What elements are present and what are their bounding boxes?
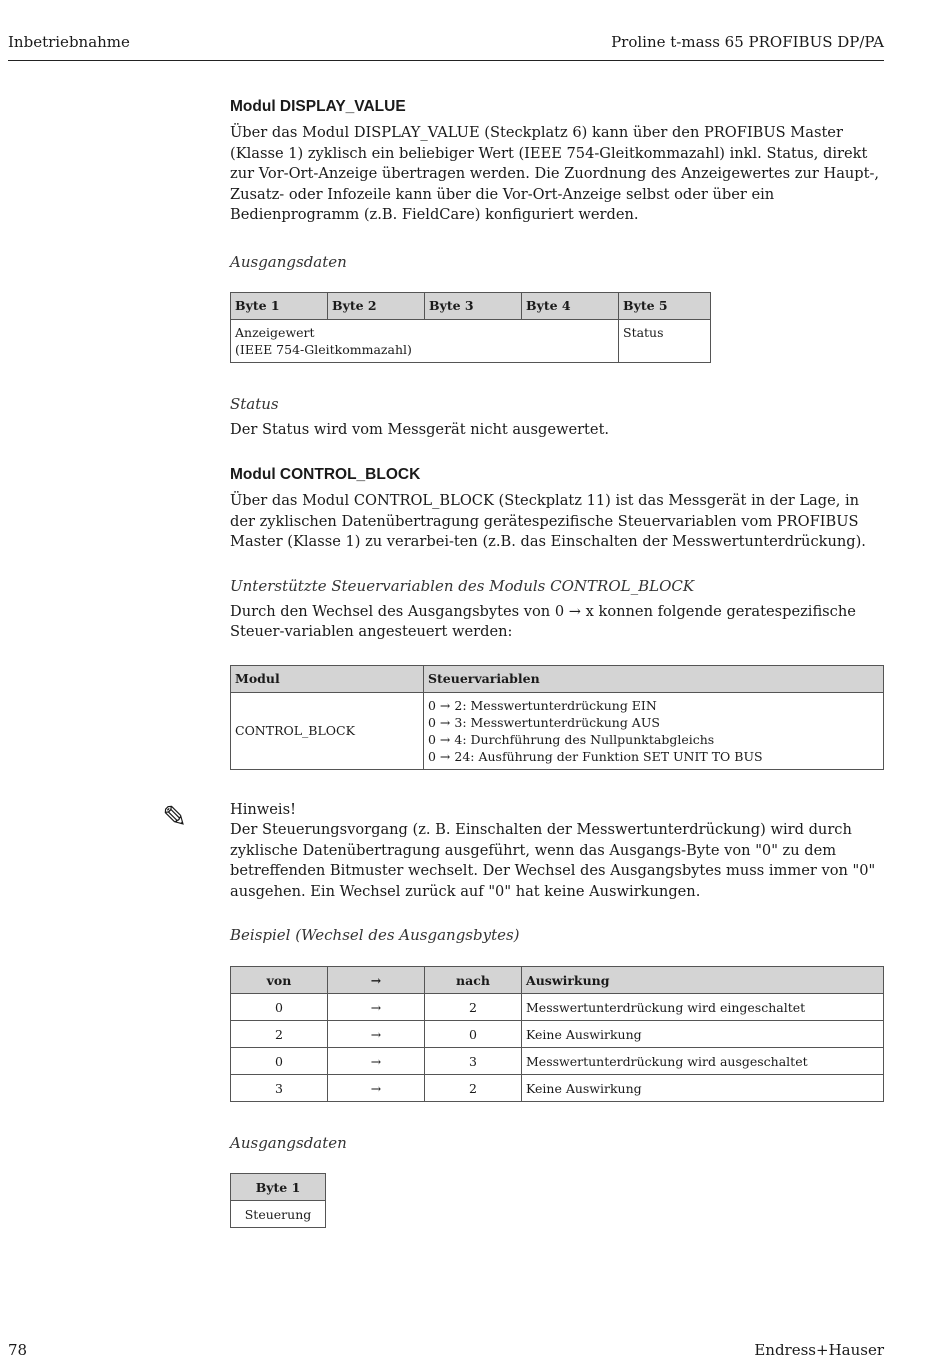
from-cell: 0 bbox=[231, 1048, 328, 1075]
supported-variables-heading: Unterstützte Steuervariablen des Moduls CONTROL_BLOCK bbox=[230, 576, 695, 595]
table-header-cell: Byte 2 bbox=[328, 292, 425, 319]
from-cell: 2 bbox=[231, 1021, 328, 1048]
control-output-table bbox=[230, 1173, 326, 1228]
table-row bbox=[231, 994, 884, 1021]
main-content bbox=[162, 98, 884, 1228]
note-block bbox=[162, 799, 884, 903]
table-header-cell: Byte 4 bbox=[522, 292, 619, 319]
display-value-paragraph: Über das Modul DISPLAY_VALUE (Steckplatz 6) kann über den PROFIBUS Master (Klasse 1) zyklisch ein beliebiger Wert (IEEE 754-Gleitkommazahl) inkl. Status, direkt zur Vor-Ort-Anzeige übertragen werden. Die Zuordnung des Anzeigewertes zur Haupt-, Zusatz- oder Infozeile kann über die Vor-Ort-Anzeige selbst oder über ein Bedienprogramm (z.B. FieldCare) konfiguriert werden. bbox=[230, 124, 880, 223]
note-text: Der Steuerungsvorgang (z. B. Einschalten der Messwertunterdrückung) wird durch zyklische Datenübertragung ausgeführt, wenn das Ausgangs-Byte von "0" zu dem betreffenden Bitmuster wechselt. Der Wechsel des Ausgangsbytes muss immer von "0" ausgehen. Ein Wechsel zurück auf "0" hat keine Auswirkungen. bbox=[230, 821, 876, 900]
status-heading: Status bbox=[230, 394, 279, 413]
table-row bbox=[231, 319, 711, 362]
table-row bbox=[231, 692, 884, 769]
table-row bbox=[231, 1201, 326, 1228]
status-text: Der Status wird vom Messgerät nicht ausgewertet. bbox=[230, 420, 610, 438]
to-cell: 0 bbox=[425, 1021, 522, 1048]
module-cell: CONTROL_BLOCK bbox=[231, 692, 424, 769]
pencil-icon: ✎ bbox=[162, 799, 188, 835]
variable-item: 0 → 2: Messwertunterdrückung EIN bbox=[428, 697, 657, 713]
to-cell: 3 bbox=[425, 1048, 522, 1075]
arrow-cell: → bbox=[328, 1048, 425, 1075]
to-cell: 2 bbox=[425, 994, 522, 1021]
table-row bbox=[231, 1075, 884, 1102]
from-cell: 0 bbox=[231, 994, 328, 1021]
control-output-heading: Ausgangsdaten bbox=[230, 1134, 347, 1152]
table-header-cell: Modul bbox=[231, 665, 424, 692]
table-header-row bbox=[231, 967, 884, 994]
table-header-row bbox=[231, 292, 711, 319]
table-header-cell: Auswirkung bbox=[522, 967, 884, 994]
effect-cell: Messwertunterdrückung wird eingeschaltet bbox=[522, 994, 884, 1021]
table-header-cell: Byte 1 bbox=[231, 292, 328, 319]
control-block-paragraph: Über das Modul CONTROL_BLOCK (Steckplatz 11) ist das Messgerät in der Lage, in der zyklischen Datenübertragung gerätespezifische Steuervariablen vom PROFIBUS Master (Klasse 1) zu verarbei-ten (z.B. das Einschalten der Messwertunterdrückung). bbox=[230, 492, 866, 550]
table-header-row bbox=[231, 1174, 326, 1201]
display-output-heading: Ausgangsdaten bbox=[230, 252, 347, 271]
table-header-cell: Byte 5 bbox=[619, 292, 711, 319]
variable-item: 0 → 24: Ausführung der Funktion SET UNIT TO BUS bbox=[428, 748, 763, 764]
display-value-cell bbox=[231, 319, 619, 362]
table-header-cell: → bbox=[328, 967, 425, 994]
from-cell: 3 bbox=[231, 1075, 328, 1102]
table-header-cell: von bbox=[231, 967, 328, 994]
variable-item: 0 → 4: Durchführung des Nullpunktabgleichs bbox=[428, 731, 715, 747]
to-cell: 2 bbox=[425, 1075, 522, 1102]
page-number: 78 bbox=[8, 1341, 28, 1359]
effect-cell: Keine Auswirkung bbox=[522, 1075, 884, 1102]
display-value-title: Modul DISPLAY_VALUE bbox=[230, 98, 406, 115]
control-block-title: Modul CONTROL_BLOCK bbox=[230, 466, 421, 483]
running-header-title: Proline t-mass 65 PROFIBUS DP/PA bbox=[611, 33, 884, 51]
control-variables-table bbox=[230, 665, 884, 770]
supported-variables-text: Durch den Wechsel des Ausgangsbytes von 0 → x konnen folgende geratespezifische Steuer-variablen angesteuert werden: bbox=[230, 602, 856, 640]
note-label: Hinweis! bbox=[230, 800, 296, 818]
table-header-cell: Byte 1 bbox=[231, 1174, 326, 1201]
display-output-table bbox=[230, 292, 711, 363]
effect-cell: Messwertunterdrückung wird ausgeschaltet bbox=[522, 1048, 884, 1075]
running-header-section: Inbetriebnahme bbox=[8, 33, 130, 51]
table-row bbox=[231, 1021, 884, 1048]
table-header-cell: nach bbox=[425, 967, 522, 994]
effect-cell: Keine Auswirkung bbox=[522, 1021, 884, 1048]
arrow-cell: → bbox=[328, 994, 425, 1021]
status-cell: Status bbox=[619, 319, 711, 362]
steuerung-cell: Steuerung bbox=[231, 1201, 326, 1228]
table-row bbox=[231, 1048, 884, 1075]
arrow-cell: → bbox=[328, 1075, 425, 1102]
display-value-line: Anzeigewert bbox=[235, 324, 315, 340]
variable-item: 0 → 3: Messwertunterdrückung AUS bbox=[428, 714, 660, 730]
example-heading: Beispiel (Wechsel des Ausgangsbytes) bbox=[230, 926, 520, 944]
header-rule bbox=[8, 60, 884, 61]
display-value-line: (IEEE 754-Gleitkommazahl) bbox=[235, 341, 412, 357]
footer-brand: Endress+Hauser bbox=[754, 1341, 884, 1359]
variables-cell bbox=[424, 692, 884, 769]
example-table bbox=[230, 966, 884, 1102]
table-header-cell: Byte 3 bbox=[425, 292, 522, 319]
arrow-cell: → bbox=[328, 1021, 425, 1048]
table-header-row bbox=[231, 665, 884, 692]
table-header-cell: Steuervariablen bbox=[424, 665, 884, 692]
